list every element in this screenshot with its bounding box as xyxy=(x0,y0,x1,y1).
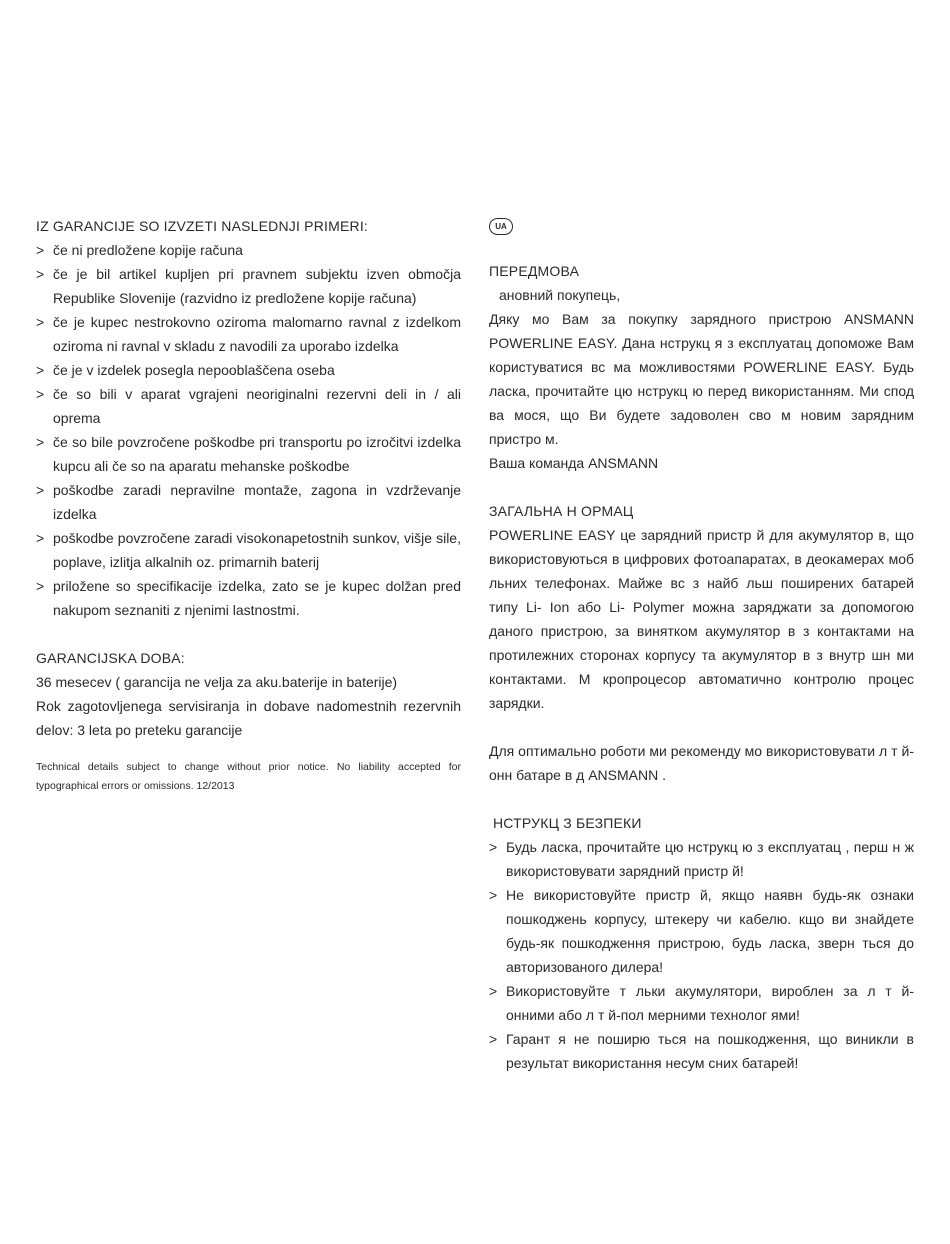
safety-text: Гарант я не поширю ться на пошкодження, що виникли в результат використання несум сних батарей! xyxy=(506,1031,914,1071)
list-item xyxy=(36,358,461,382)
bullet-marker: > xyxy=(489,983,498,999)
list-item xyxy=(489,1027,914,1075)
warranty-period-heading: GARANCIJSKA DOBA: xyxy=(36,650,185,666)
bullet-marker: > xyxy=(489,1031,498,1047)
bullet-marker: > xyxy=(36,242,45,258)
list-item xyxy=(36,262,461,310)
safety-text: Використовуйте т льки акумулятори, вироблен за л т й- онними або л т й-пол мерними технолог ями! xyxy=(506,983,914,1023)
safety-heading: НСТРУКЦ З БЕЗПЕКИ xyxy=(493,815,642,831)
recommendation-text: Для оптимально роботи ми рекоменду мо використовувати л т й-онн батаре в д ANSMANN . xyxy=(489,743,914,783)
bullet-marker: > xyxy=(36,362,45,378)
bullet-marker: > xyxy=(36,266,45,282)
bullet-marker: > xyxy=(36,578,45,594)
warranty-period-text: 36 mesecev ( garancija ne velja za aku.baterije in baterije) xyxy=(36,674,398,690)
safety-text: Не використовуйте пристр й, якщо наявн будь-як ознаки пошкоджень корпусу, штекеру чи кабелю. кщо ви знайдете будь-як пошкодження пристрою, будь ласка, зверн ться до авторизованого дилера! xyxy=(506,887,914,975)
left-column xyxy=(36,214,461,796)
exclusion-text: priložene so specifikacije izdelka, zato se je kupec dolžan pred nakupom seznaniti z njenimi lastnostmi. xyxy=(53,578,461,618)
country-badge: UA xyxy=(489,218,513,235)
exclusion-text: poškodbe zaradi nepravilne montaže, zagona in vzdrževanje izdelka xyxy=(53,482,461,522)
bullet-marker: > xyxy=(36,482,45,498)
bullet-marker: > xyxy=(36,314,45,330)
exclusions-heading: IZ GARANCIJE SO IZVZETI NASLEDNJI PRIMERI: xyxy=(36,218,368,234)
list-item xyxy=(489,883,914,979)
foreword-body: Дяку мо Вам за покупку зарядного пристрою ANSMANN POWERLINE EASY. Дана нструкц я з експлуатац допоможе Вам користуватися вс ма можливостями POWERLINE EASY. Будь ласка, прочитайте цю нструкц ю перед використанням. Ми спод ва мося, що Ви будете задоволен сво м новим зарядним пристро м. xyxy=(489,311,914,447)
exclusions-list xyxy=(36,238,461,622)
exclusion-text: če je kupec nestrokovno oziroma malomarno ravnal z izdelkom oziroma ni ravnal v skladu z navodili za uporabo izdelka xyxy=(53,314,461,354)
exclusion-text: poškodbe povzročene zaradi visokonapetostnih sunkov, višje sile, poplave, izlitja alkalnih oz. primarnih baterij xyxy=(53,530,461,570)
signature: Ваша команда ANSMANN xyxy=(489,455,659,471)
list-item xyxy=(36,310,461,358)
bullet-marker: > xyxy=(36,434,45,450)
service-period-text: Rok zagotovljenega servisiranja in dobave nadomestnih rezervnih delov: 3 leta po preteku garancije xyxy=(36,698,461,738)
list-item xyxy=(36,526,461,574)
general-info-body: POWERLINE EASY це зарядний пристр й для акумулятор в, що використовуються в цифрових фотоапаратах, в деокамерах моб льних телефонах. Майже вс з найб льш поширених батарей типу Li- Ion або Li- Polymer можна заряджати за допомогою даного пристрою, за винятком акумулятор в з контактами на протилежних сторонах корпусу та акумулятор в з внутр шн ми контактами. М кропроцесор автоматично контролю процес зарядки. xyxy=(489,527,914,711)
list-item xyxy=(489,835,914,883)
bullet-marker: > xyxy=(36,530,45,546)
bullet-marker: > xyxy=(489,887,498,903)
safety-text: Будь ласка, прочитайте цю нструкц ю з експлуатац , перш н ж використовувати зарядний пристр й! xyxy=(506,839,914,879)
country-badge-row xyxy=(489,214,914,235)
list-item xyxy=(36,574,461,622)
safety-list xyxy=(489,835,914,1075)
general-info-heading: ЗАГАЛЬНА Н ОРМАЦ xyxy=(489,503,634,519)
greeting: ановний покупець, xyxy=(499,287,621,303)
right-column xyxy=(489,214,914,1075)
technical-footnote: Technical details subject to change without prior notice. No liability accepted for typographical errors or omissions. 12/2013 xyxy=(36,761,461,792)
exclusion-text: če so bile povzročene poškodbe pri transportu po izročitvi izdelka kupcu ali če so na aparatu mehanske poškodbe xyxy=(53,434,461,474)
list-item xyxy=(36,382,461,430)
exclusion-text: če je v izdelek posegla nepooblaščena oseba xyxy=(53,362,335,378)
list-item xyxy=(36,478,461,526)
exclusion-text: če je bil artikel kupljen pri pravnem subjektu izven območja Republike Slovenije (razvidno iz predložene kopije računa) xyxy=(53,266,461,306)
list-item xyxy=(489,979,914,1027)
foreword-heading: ПЕРЕДМОВА xyxy=(489,263,580,279)
bullet-marker: > xyxy=(489,839,498,855)
exclusion-text: če ni predložene kopije računa xyxy=(53,242,243,258)
exclusion-text: če so bili v aparat vgrajeni neoriginalni rezervni deli in / ali oprema xyxy=(53,386,461,426)
list-item xyxy=(36,238,461,262)
bullet-marker: > xyxy=(36,386,45,402)
list-item xyxy=(36,430,461,478)
